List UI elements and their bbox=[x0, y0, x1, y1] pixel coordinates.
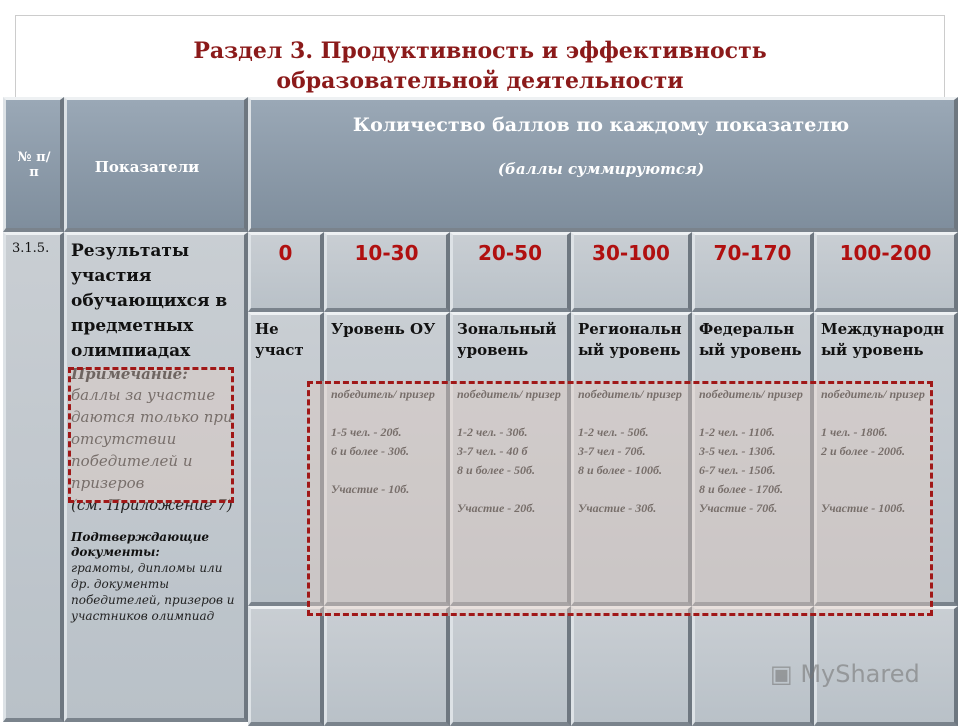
range-cell: 0 bbox=[248, 232, 324, 312]
empty-cell bbox=[324, 606, 450, 726]
score-line: победитель/ призер bbox=[331, 387, 435, 401]
header-summed-label: (баллы суммируются) bbox=[497, 160, 705, 178]
scores-highlight-box bbox=[307, 381, 933, 616]
score-line: 1-2 чел. - 110б. bbox=[699, 425, 775, 439]
note-label: Примечание: bbox=[71, 365, 188, 383]
header-points bbox=[248, 97, 958, 232]
score-line: 2 и более - 200б. bbox=[821, 444, 905, 458]
score-line: 1-2 чел. - 30б. bbox=[457, 425, 528, 439]
header-indicators bbox=[64, 97, 248, 232]
docs-label: Подтверждающие документы: bbox=[71, 530, 210, 559]
watermark-text: MyShared bbox=[800, 660, 920, 688]
empty-cell bbox=[450, 606, 571, 726]
score-line: победитель/ призер bbox=[821, 387, 925, 401]
presentation-icon: ▣ bbox=[770, 660, 801, 688]
range-cell: 30-100 bbox=[571, 232, 692, 312]
range-cell: 20-50 bbox=[450, 232, 571, 312]
title-line-1: Раздел 3. Продуктивность и эффективность bbox=[193, 38, 767, 64]
header-num bbox=[3, 97, 64, 232]
title-line-2: образовательной деятельности bbox=[276, 68, 684, 94]
score-line: Участие - 100б. bbox=[821, 501, 906, 515]
score-line: 3-5 чел. - 130б. bbox=[699, 444, 776, 458]
empty-cell bbox=[248, 606, 324, 726]
score-line: 1-5 чел. - 20б. bbox=[331, 425, 402, 439]
note-text: баллы за участие даются только при отсутствии победителей и призеров bbox=[71, 386, 233, 492]
score-line: победитель/ призер bbox=[699, 387, 803, 401]
slide-title bbox=[0, 36, 960, 96]
score-line: Участие - 10б. bbox=[331, 482, 410, 496]
note-highlight-box bbox=[68, 367, 234, 503]
score-line: 3-7 чел - 70б. bbox=[578, 444, 646, 458]
score-line: Участие - 70б. bbox=[699, 501, 778, 515]
level-label: Международный уровень bbox=[821, 320, 945, 359]
level-label: Уровень ОУ bbox=[331, 320, 436, 338]
docs-text: грамоты, дипломы или др. документы победителей, призеров и участников олимпиад bbox=[71, 561, 235, 623]
score-line: 8 и более - 170б. bbox=[699, 482, 783, 496]
level-label: Зональный уровень bbox=[457, 320, 557, 359]
score-line: 6-7 чел. - 150б. bbox=[699, 463, 776, 477]
range-cell: 70-170 bbox=[692, 232, 814, 312]
level-label: Не участ bbox=[255, 320, 304, 359]
range-cell: 10-30 bbox=[324, 232, 450, 312]
header-indicators-label: Показатели bbox=[94, 158, 200, 176]
level-label: Федеральный уровень bbox=[699, 320, 802, 359]
score-line: 1 чел. - 180б. bbox=[821, 425, 888, 439]
note-reference: (см. Приложение 7) bbox=[71, 496, 233, 514]
range-cell: 100-200 bbox=[814, 232, 958, 312]
row-id: 3.1.5. bbox=[12, 241, 50, 256]
score-line: 1-2 чел. - 50б. bbox=[578, 425, 649, 439]
score-line: 6 и более - 30б. bbox=[331, 444, 409, 458]
score-line: 3-7 чел. - 40 б bbox=[457, 444, 528, 458]
score-line: победитель/ призер bbox=[457, 387, 561, 401]
header-points-label: Количество баллов по каждому показателю bbox=[352, 114, 850, 136]
score-line: Участие - 30б. bbox=[578, 501, 657, 515]
score-line: победитель/ призер bbox=[578, 387, 682, 401]
score-line: 8 и более - 100б. bbox=[578, 463, 662, 477]
watermark bbox=[770, 660, 920, 688]
level-label: Региональный уровень bbox=[578, 320, 682, 359]
score-line: Участие - 20б. bbox=[457, 501, 536, 515]
indicator-name: Результаты участия обучающихся в предметных олимпиадах bbox=[71, 241, 228, 361]
header-num-label: № п/п bbox=[17, 150, 51, 180]
empty-cell bbox=[571, 606, 692, 726]
row-id-cell bbox=[3, 232, 64, 722]
score-line: 8 и более - 50б. bbox=[457, 463, 535, 477]
